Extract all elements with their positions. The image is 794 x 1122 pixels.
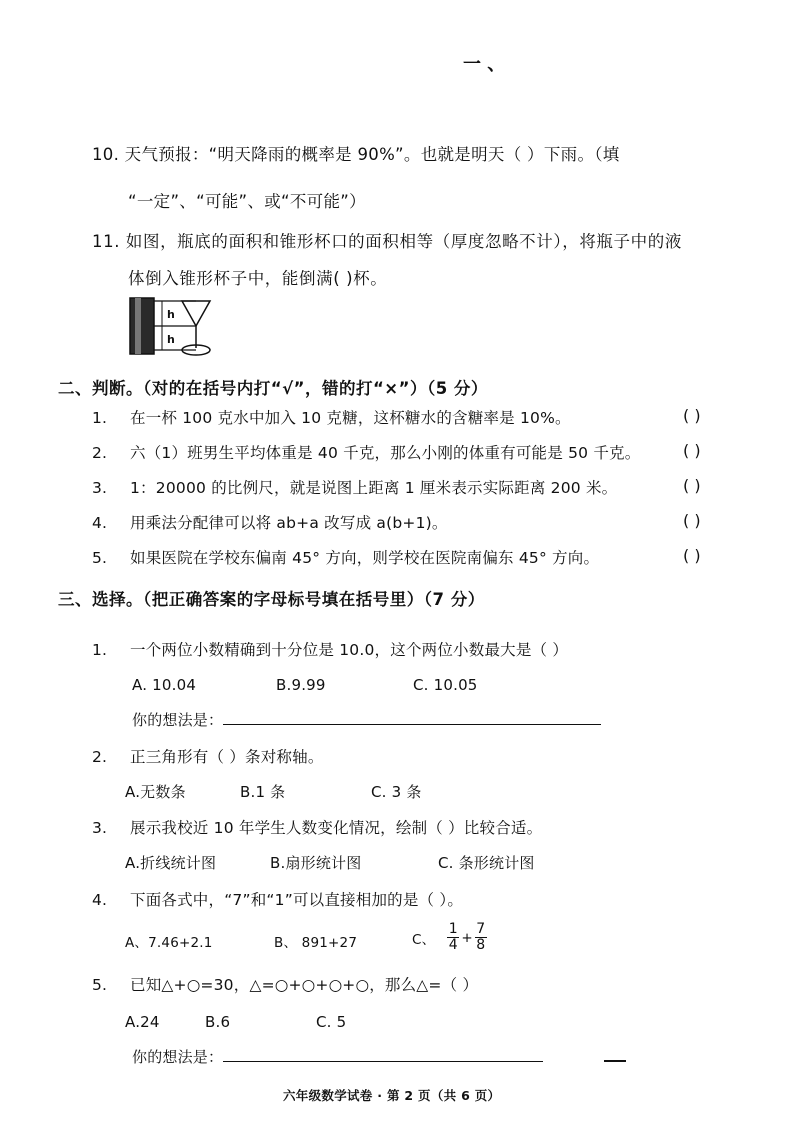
choice-3-option-b[interactable]: B.扇形统计图 xyxy=(270,854,362,872)
choice-question-number: 4. xyxy=(92,891,108,909)
choice-4-option-c-label: C、 xyxy=(412,931,436,948)
think-label: 你的想法是： xyxy=(132,711,224,729)
page-footer: 六年级数学试卷 · 第 2 页（共 6 页） xyxy=(283,1088,501,1103)
choice-5-option-b[interactable]: B.6 xyxy=(205,1013,231,1031)
choice-5-option-a[interactable]: A.24 xyxy=(125,1013,160,1031)
choice-question-text: 已知△+○=30，△=○+○+○+○，那么△=（ ） xyxy=(130,976,479,994)
choice-question-3 xyxy=(92,816,542,838)
judge-item-text: 如果医院在学校东偏南 45° 方向，则学校在医院南偏东 45° 方向。 xyxy=(130,549,600,567)
choice-question-text: 正三角形有（ ）条对称轴。 xyxy=(130,748,324,766)
choice-question-text: 一个两位小数精确到十分位是 10.0，这个两位小数最大是（ ） xyxy=(130,641,569,659)
think-label: 你的想法是： xyxy=(132,1048,224,1066)
judge-item-4 xyxy=(92,511,448,533)
question-11-line-1: 11. 如图，瓶底的面积和锥形杯口的面积相等（厚度忽略不计），将瓶子中的液 xyxy=(92,232,682,251)
judge-item-text: 1：20000 的比例尺，就是说图上距离 1 厘米表示实际距离 200 米。 xyxy=(130,479,618,497)
choice-question-number: 5. xyxy=(92,976,108,994)
judge-item-3 xyxy=(92,476,617,498)
judge-answer-2[interactable]: ( ) xyxy=(683,441,701,460)
choice-1-option-a[interactable]: A. 10.04 xyxy=(132,676,197,694)
judge-item-text: 六（1）班男生平均体重是 40 千克，那么小刚的体重有可能是 50 千克。 xyxy=(130,444,641,462)
choice-4-option-b[interactable]: B、 891+27 xyxy=(274,935,358,951)
choice-5-option-c[interactable]: C. 5 xyxy=(316,1013,347,1031)
question-11-line-2: 体倒入锥形杯子中，能倒满( )杯。 xyxy=(128,269,388,288)
choice-question-2 xyxy=(92,745,324,767)
section-2-title: 二、判断。（对的在括号内打“√”，错的打“×”）（5 分） xyxy=(58,379,488,398)
choice-2-option-a[interactable]: A.无数条 xyxy=(125,783,186,801)
choice-question-number: 2. xyxy=(92,748,108,766)
choice-4-option-a[interactable]: A、7.46+2.1 xyxy=(125,935,213,951)
choice-1-option-b[interactable]: B.9.99 xyxy=(276,676,326,694)
height-label-lower: h xyxy=(167,333,175,346)
judge-item-number: 1. xyxy=(92,409,108,427)
choice-1-option-c[interactable]: C. 10.05 xyxy=(413,676,478,694)
think-answer-line[interactable] xyxy=(223,710,601,725)
choice-5-think xyxy=(132,1046,543,1067)
judge-answer-4[interactable]: ( ) xyxy=(683,511,701,530)
fraction-denominator: 8 xyxy=(476,937,486,953)
choice-1-think xyxy=(132,709,601,730)
choice-question-5 xyxy=(92,973,478,995)
choice-question-text: 下面各式中，“7”和“1”可以直接相加的是（ ）。 xyxy=(130,891,464,909)
judge-item-number: 4. xyxy=(92,514,108,532)
fraction-denominator: 4 xyxy=(448,937,458,953)
header-mark: 一 、 xyxy=(463,54,506,75)
judge-item-1 xyxy=(92,406,571,428)
question-10-line-2: “一定”、“可能”、或“不可能”） xyxy=(128,192,366,211)
fraction-numerator: 1 xyxy=(448,921,458,937)
judge-item-number: 5. xyxy=(92,549,108,567)
choice-3-option-c[interactable]: C. 条形统计图 xyxy=(438,854,535,872)
choice-question-1 xyxy=(92,638,568,660)
judge-answer-1[interactable]: ( ) xyxy=(683,406,701,425)
choice-2-option-b[interactable]: B.1 条 xyxy=(240,783,286,801)
plus-sign: + xyxy=(461,929,473,946)
judge-answer-5[interactable]: ( ) xyxy=(683,546,701,565)
judge-item-2 xyxy=(92,441,640,463)
choice-question-4 xyxy=(92,888,463,910)
think-answer-line[interactable] xyxy=(223,1047,543,1062)
trailing-dash xyxy=(604,1060,626,1062)
section-3-title: 三、选择。（把正确答案的字母标号填在括号里）（7 分） xyxy=(58,590,485,609)
choice-question-number: 1. xyxy=(92,641,108,659)
judge-item-text: 用乘法分配律可以将 ab+a 改写成 a(b+1)。 xyxy=(130,514,448,532)
judge-item-number: 3. xyxy=(92,479,108,497)
judge-item-5 xyxy=(92,546,599,568)
judge-item-text: 在一杯 100 克水中加入 10 克糖，这杯糖水的含糖率是 10%。 xyxy=(130,409,571,427)
fraction-seven-eighths xyxy=(475,922,487,953)
judge-answer-3[interactable]: ( ) xyxy=(683,476,701,495)
fraction-numerator: 7 xyxy=(476,921,486,937)
choice-2-option-c[interactable]: C. 3 条 xyxy=(371,783,422,801)
judge-item-number: 2. xyxy=(92,444,108,462)
choice-3-option-a[interactable]: A.折线统计图 xyxy=(125,854,217,872)
choice-question-number: 3. xyxy=(92,819,108,837)
choice-question-text: 展示我校近 10 年学生人数变化情况，绘制（ ）比较合适。 xyxy=(130,819,543,837)
choice-4-option-c[interactable] xyxy=(412,922,489,953)
bottle-and-cone-figure xyxy=(126,296,216,358)
fraction-one-quarter xyxy=(447,922,459,953)
height-label-upper: h xyxy=(167,308,175,321)
question-10-line-1: 10. 天气预报：“明天降雨的概率是 90%”。也就是明天（ ）下雨。（填 xyxy=(92,145,620,164)
